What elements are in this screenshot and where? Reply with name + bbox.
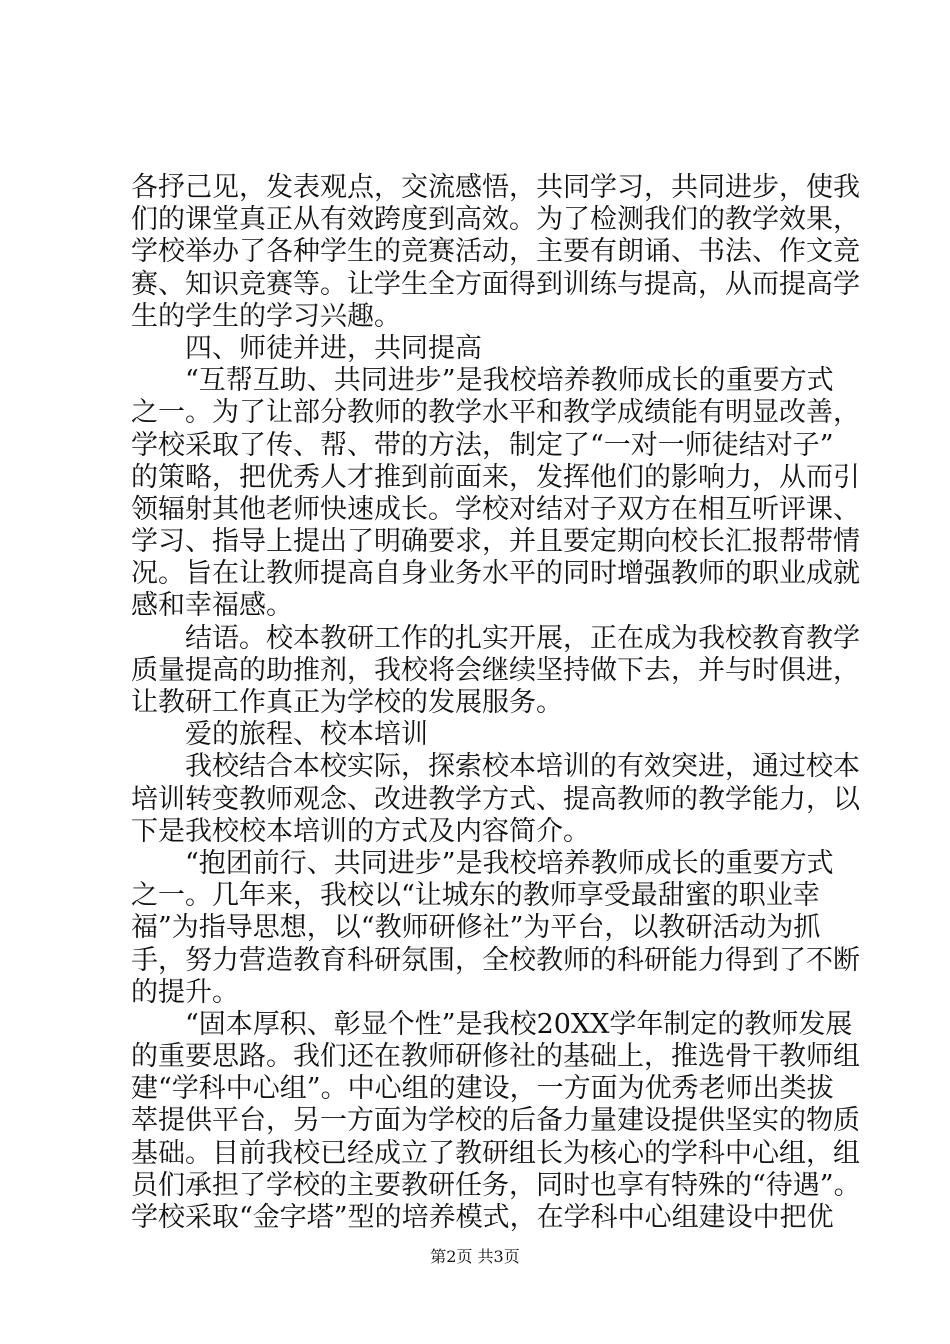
page-number-label: 第2页 共3页 <box>430 1247 520 1266</box>
text-line: 学校采取“金字塔”型的培养模式，在学科中心组建设中把优 <box>131 1202 834 1233</box>
text-line: “固本厚积、彰显个性”是我校20XX学年制定的教师发展 <box>131 1008 853 1040</box>
text-line: 的策略，把优秀人才推到前面来，发挥他们的影响力，从而引 <box>131 461 860 493</box>
text-line: 员们承担了学校的主要教研任务，同时也享有特殊的“待遇”。 <box>131 1169 861 1201</box>
text-line: 之一。几年来，我校以“让城东的教师享受最甜蜜的职业幸 <box>131 880 820 912</box>
text-line: 培训转变教师观念、改进教学方式、提高教师的教学能力，以 <box>131 783 860 815</box>
text-line: 生的学生的学习兴趣。 <box>131 300 401 332</box>
text-line: 基础。目前我校已经成立了教研组长为核心的学科中心组，组 <box>131 1137 860 1169</box>
text-line: 学校采取了传、帮、带的方法，制定了“一对一师徒结对子” <box>131 429 834 461</box>
text-line: 学习、指导上提出了明确要求，并且要定期向校长汇报帮带情 <box>131 526 860 558</box>
text-line: “互帮互助、共同进步”是我校培养教师成长的重要方式 <box>131 365 834 397</box>
text-line: 的重要思路。我们还在教师研修社的基础上，推选骨干教师组 <box>131 1041 860 1073</box>
text-line: 各抒己见，发表观点，交流感悟，共同学习，共同进步，使我 <box>131 172 860 203</box>
text-line: 让教研工作真正为学校的发展服务。 <box>131 687 563 718</box>
text-line: 赛、知识竞赛等。让学生全方面得到训练与提高，从而提高学 <box>131 268 860 300</box>
text-line: 领辐射其他老师快速成长。学校对结对子双方在相互听评课、 <box>131 493 860 525</box>
text-line: 我校结合本校实际，探索校本培训的有效突进，通过校本 <box>131 751 860 783</box>
text-line: 手，努力营造教育科研氛围，全校教师的科研能力得到了不断 <box>131 944 860 976</box>
section-heading: 四、师徒并进，共同提高 <box>131 332 482 364</box>
text-line: 们的课堂真正从有效跨度到高效。为了检测我们的教学效果， <box>131 204 860 236</box>
text-line: 之一。为了让部分教师的教学水平和教学成绩能有明显改善， <box>131 397 860 429</box>
text-line: 下是我校校本培训的方式及内容简介。 <box>131 815 590 847</box>
text-line: 的提升。 <box>131 976 239 1008</box>
text-line: 结语。校本教研工作的扎实开展，正在成为我校教育教学 <box>131 622 860 654</box>
page-footer <box>0 1244 950 1267</box>
section-heading: 爱的旅程、校本培训 <box>131 719 428 751</box>
text-line: “抱团前行、共同进步”是我校培养教师成长的重要方式 <box>131 847 834 879</box>
text-line: 萃提供平台，另一方面为学校的后备力量建设提供坚实的物质 <box>131 1105 860 1137</box>
text-line: 学校举办了各种学生的竞赛活动，主要有朗诵、书法、作文竞 <box>131 236 860 268</box>
text-line: 质量提高的助推剂，我校将会继续坚持做下去，并与时俱进， <box>131 654 860 686</box>
text-line: 况。旨在让教师提高自身业务水平的同时增强教师的职业成就 <box>131 558 860 590</box>
document-body <box>131 172 861 1234</box>
text-line: 建“学科中心组”。中心组的建设，一方面为优秀老师出类拔 <box>131 1073 834 1105</box>
text-line: 福”为指导思想，以“教师研修社”为平台，以教研活动为抓 <box>131 912 821 944</box>
text-line: 感和幸福感。 <box>131 590 293 622</box>
